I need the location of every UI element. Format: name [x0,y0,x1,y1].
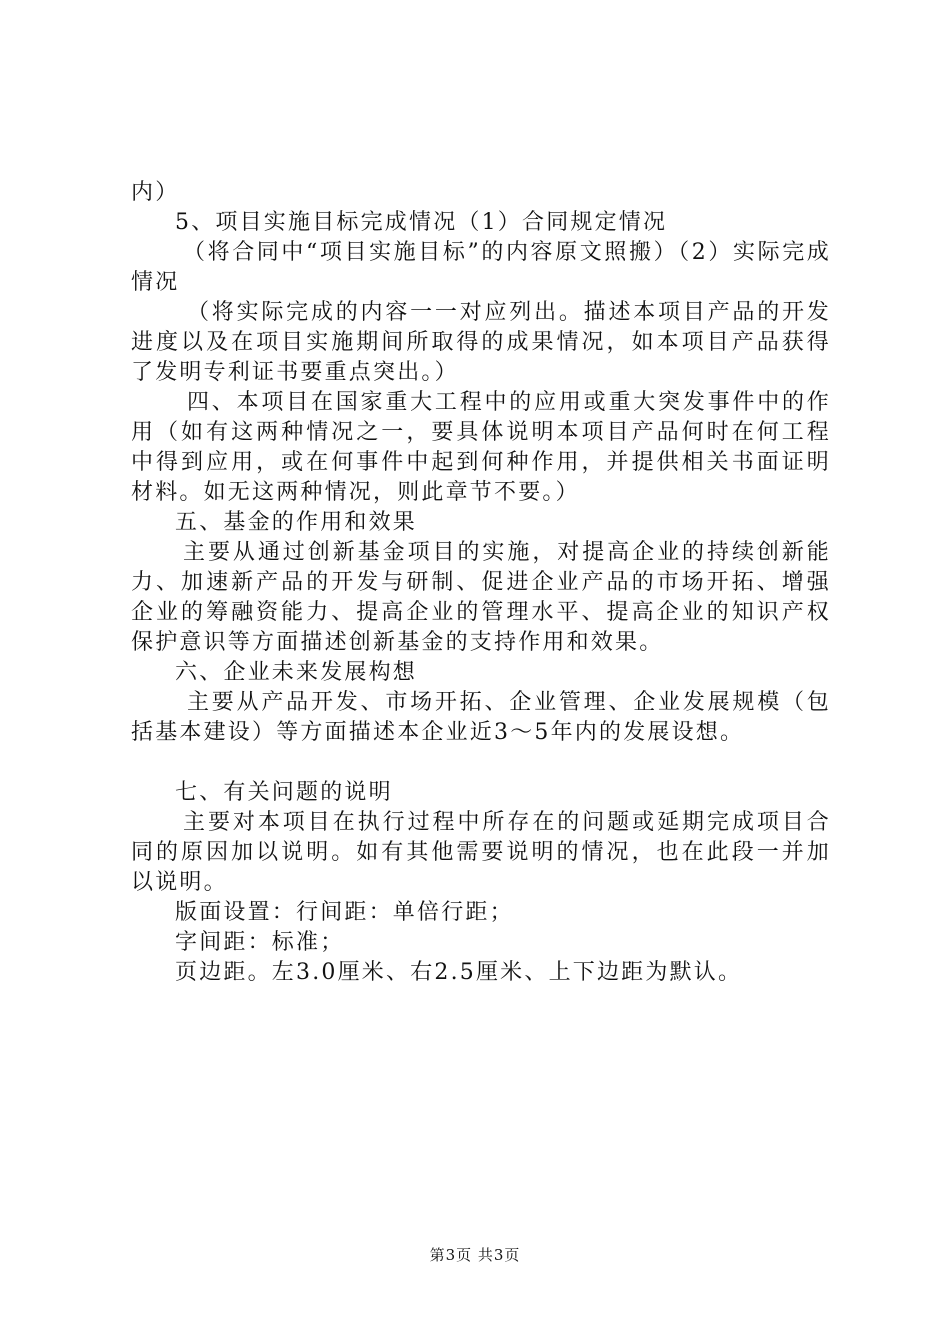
paragraph-fund-effects: 主要从通过创新基金项目的实施，对提高企业的持续创新能力、加速新产品的开发与研制、促进企业产品的市场开拓、增强企业的筹融资能力、提高企业的管理水平、提高企业的知识产权保护意识等方面描述创新基金的支持作用和效果。 [131,540,831,655]
paragraph-future-plans: 主要从产品开发、市场开拓、企业管理、企业发展规模（包括基本建设）等方面描述本企业近3～5年内的发展设想。 [131,690,831,745]
paragraph-layout-line-spacing: 版面设置：行间距：单倍行距； [175,900,514,925]
section-heading-issues: 七、有关问题的说明 [175,780,393,805]
blank-line [131,748,831,778]
section-heading-major-projects: 四、本项目在国家重大工程中的应用或重大突发事件中的作用（如有这两种情况之一，要具体说明本项目产品何时在何工程中得到应用，或在何事件中起到何种作用，并提供相关书面证明材料。如无这两种情况，则此章节不要。） [131,390,831,505]
paragraph-target-completion-heading: 5、项目实施目标完成情况（1）合同规定情况 [175,210,668,235]
page-number-footer: 第3页 共3页 [429,1246,521,1264]
paragraph-layout-char-spacing: 字间距：标准； [175,930,345,955]
paragraph-issues: 主要对本项目在执行过程中所存在的问题或延期完成项目合同的原因加以说明。如有其他需要说明的情况，也在此段一并加以说明。 [131,810,831,895]
paragraph-layout-margins: 页边距。左3.0厘米、右2.5厘米、上下边距为默认。 [175,960,743,985]
section-heading-future-plans: 六、企业未来发展构想 [175,660,418,685]
document-body [131,178,831,988]
paragraph-actual-completion: （将实际完成的内容一一对应列出。描述本项目产品的开发进度以及在项目实施期间所取得的成果情况，如本项目产品获得了发明专利证书要重点突出。） [131,300,831,385]
paragraph-continuation: 内） [131,180,180,205]
paragraph-contract-targets: （将合同中“项目实施目标”的内容原文照搬）（2）实际完成情况 [131,240,831,295]
section-heading-fund-effects: 五、基金的作用和效果 [175,510,418,535]
